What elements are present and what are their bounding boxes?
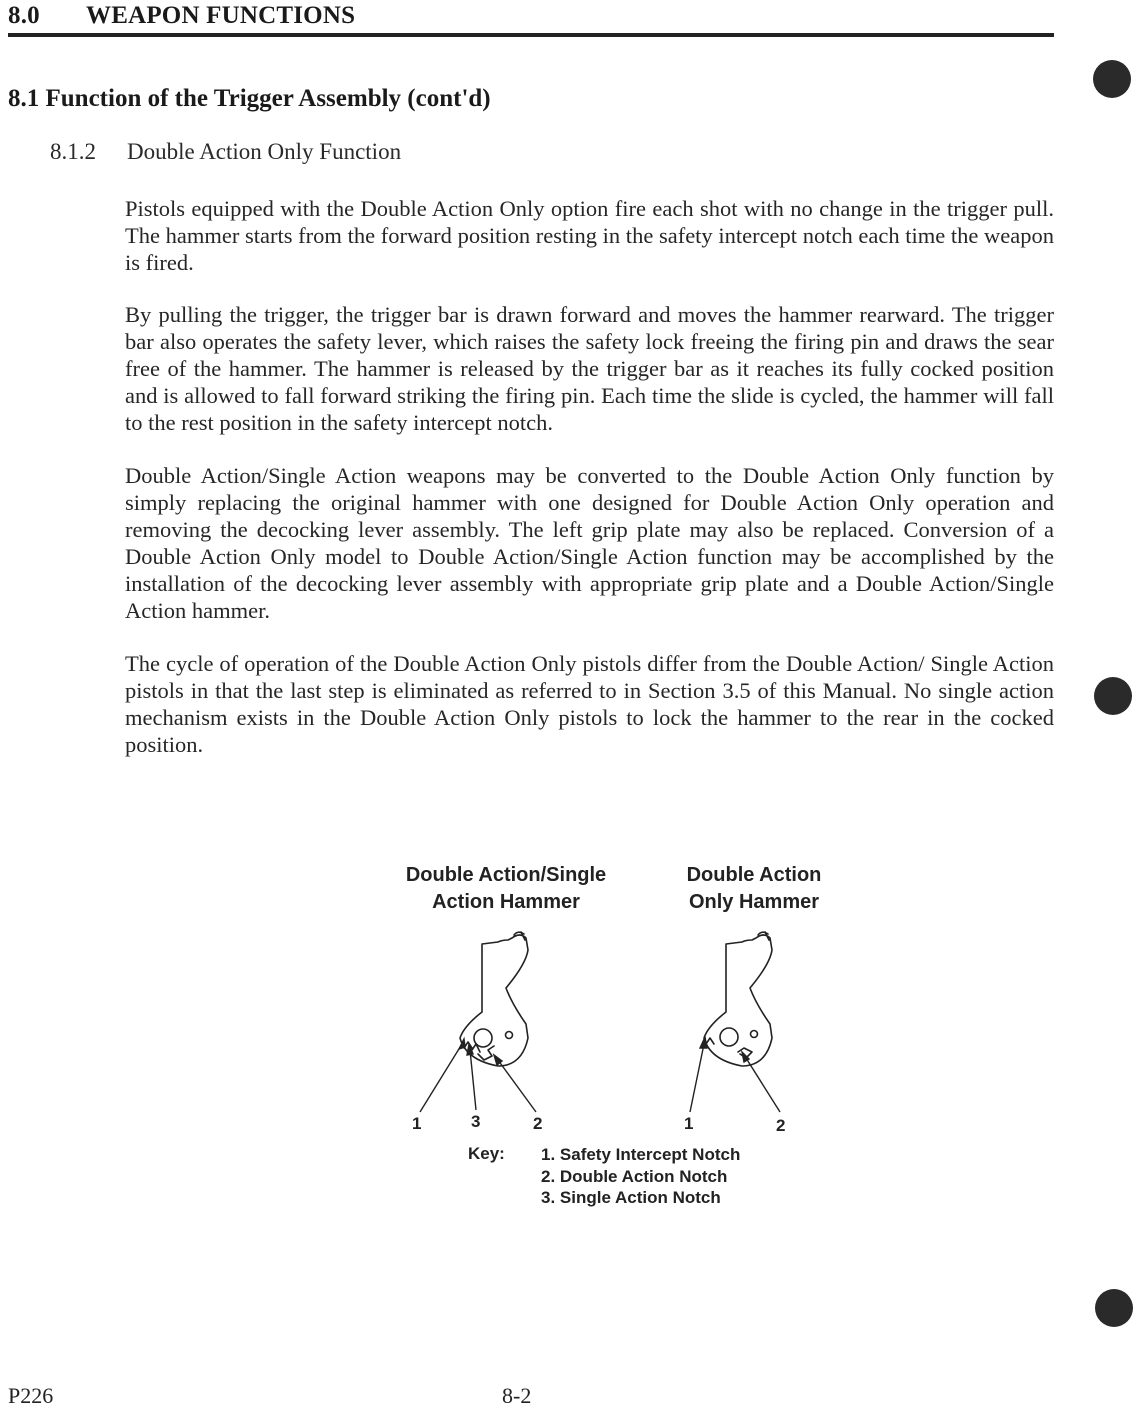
figure-title-dao-hammer [657,862,851,916]
figure-title-line: Double Action [686,864,822,886]
binder-hole [1095,1289,1133,1327]
header-rule [8,33,1054,37]
section-number: 8.0 [8,2,40,29]
key-item: 3. Single Action Notch [541,1188,721,1207]
subsubsection-heading [50,139,401,165]
key-item: 2. Double Action Notch [541,1166,728,1186]
hammer-diagrams [380,920,800,1120]
leader-line-l2 [494,1055,536,1112]
leader-line-r2 [742,1052,780,1112]
binder-hole [1093,60,1131,98]
section-title: WEAPON FUNCTIONS [86,2,356,29]
paragraph-cycle-of-operation: The cycle of operation of the Double Action Only pistols differ from the Double Action/ Single Action pistols in that the last step is eliminated as referred to in Section 3.5 of this Manual. No single action mechanism exists in the Double Action Only pistols to lock the hammer to the rear in the cocked position. [125,651,1054,757]
paragraph-conversion: Double Action/Single Action weapons may be converted to the Double Action Only function by simply replacing the original hammer with one designed for Double Action Only operation and removing the decocking lever assembly. The left grip plate may also be replaced. Conversion of a Double Action Only model to Double Action/Single Action function may be accomplished by the installation of the decocking lever assembly with appropriate grip plate and a Double Action/Single Action hammer. [125,463,1054,623]
figure-title-da-sa-hammer [384,862,628,916]
subsubsection-title: Double Action Only Function [127,139,402,164]
paragraph-trigger-sequence: By pulling the trigger, the trigger bar is drawn forward and moves the hammer rearward. The trigger bar also operates the safety lever, which raises the safety lock freeing the firing pin and draws the sear free of the hammer. The hammer is released by the trigger bar as it reaches its fully cocked position and is allowed to fall forward striking the firing pin. Each time the slide is cycled, the hammer will fall to the rest position in the safety intercept notch. [125,302,1054,435]
callout-number: 2 [533,1114,543,1133]
figure-title-line: Double Action/Single [405,864,607,886]
leader-line-r1 [690,1037,707,1112]
paragraph-overview: Pistols equipped with the Double Action Only option fire each shot with no change in the trigger pull. The hammer starts from the forward position resting in the safety intercept notch each time the weapon is fired. [125,196,1054,275]
key-item: 1. Safety Intercept Notch [541,1145,741,1164]
figure-title-line: Action Hammer [432,891,580,913]
binder-hole [1094,677,1132,715]
key-list [541,1144,740,1209]
callout-number: 1 [684,1114,694,1133]
callout-number: 1 [412,1114,422,1133]
footer-model: P226 [8,1383,54,1408]
section-header [8,2,355,30]
leader-line-l1 [420,1039,465,1112]
callout-number: 3 [471,1112,481,1131]
leader-line-l3 [467,1044,476,1110]
page-number: 8-2 [502,1383,532,1408]
figure-title-line: Only Hammer [688,891,820,913]
subsection-title: 8.1 Function of the Trigger Assembly (cont'd) [8,85,491,112]
callout-number: 2 [776,1116,786,1135]
subsubsection-number: 8.1.2 [50,139,96,164]
key-label: Key: [468,1144,505,1163]
dao-hammer-drawing [704,932,772,1066]
